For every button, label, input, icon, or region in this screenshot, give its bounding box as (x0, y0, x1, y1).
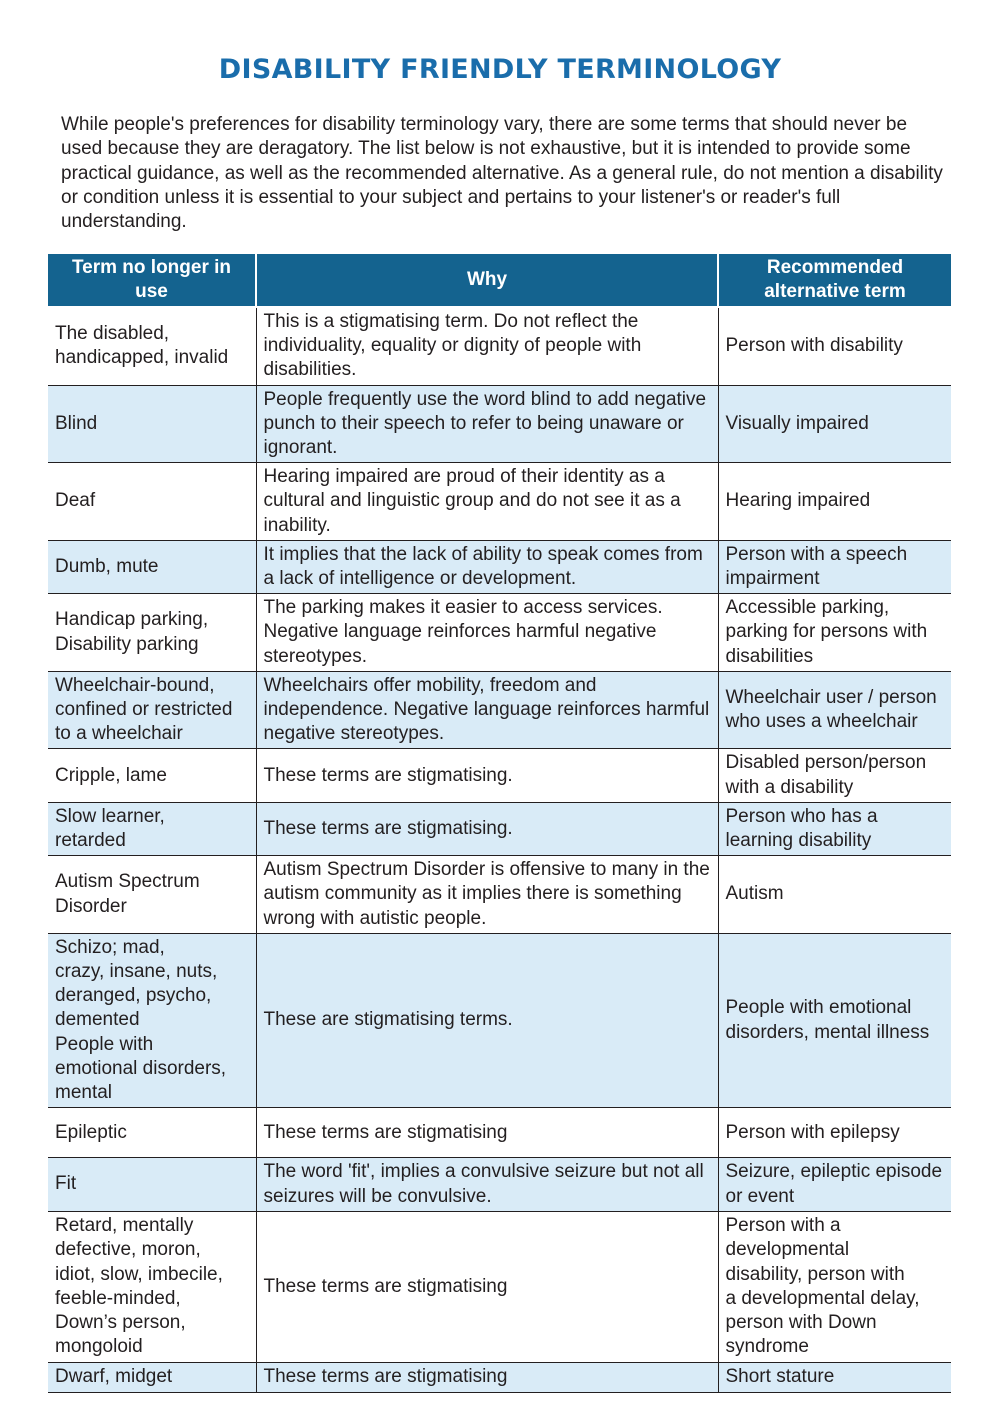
alternative-cell: Seizure, epileptic episode or event (718, 1158, 951, 1211)
header-term: Term no longer in use (48, 254, 256, 307)
alternative-cell: Person with epilepsy (718, 1108, 951, 1158)
why-cell: These are stigmatising terms. (256, 933, 718, 1107)
header-alternative: Recommended alternative term (718, 254, 951, 307)
table-row (48, 463, 951, 541)
alternative-cell: Autism (718, 856, 951, 934)
why-cell: The word 'fit', implies a convulsive seizure but not all seizures will be convulsive. (256, 1158, 718, 1211)
terminology-table (48, 254, 951, 1393)
why-cell: Wheelchairs offer mobility, freedom and independence. Negative language reinforces harmful negative stereotypes. (256, 671, 718, 749)
term-cell: Slow learner, retarded (48, 802, 256, 855)
term-cell: Cripple, lame (48, 749, 256, 802)
alternative-cell: Wheelchair user / person who uses a wheelchair (718, 671, 951, 749)
alternative-cell: Person with a developmental disability, person with a developmental delay, person with Down syndrome (718, 1211, 951, 1362)
why-cell: People frequently use the word blind to add negative punch to their speech to refer to being unaware or ignorant. (256, 385, 718, 463)
table-row (48, 1158, 951, 1211)
term-cell: Autism Spectrum Disorder (48, 856, 256, 934)
table-row (48, 594, 951, 672)
table-row (48, 1211, 951, 1362)
term-cell: The disabled, handicapped, invalid (48, 307, 256, 385)
table-row (48, 1362, 951, 1392)
term-cell: Retard, mentally defective, moron, idiot, slow, imbecile, feeble-minded, Down’s person, mongoloid (48, 1211, 256, 1362)
term-cell: Handicap parking, Disability parking (48, 594, 256, 672)
table-row (48, 540, 951, 593)
alternative-cell: Short stature (718, 1362, 951, 1392)
table-row (48, 856, 951, 934)
why-cell: It implies that the lack of ability to speak comes from a lack of intelligence or development. (256, 540, 718, 593)
table-row (48, 307, 951, 385)
alternative-cell: Accessible parking, parking for persons with disabilities (718, 594, 951, 672)
alternative-cell: People with emotional disorders, mental illness (718, 933, 951, 1107)
intro-paragraph: While people's preferences for disability terminology vary, there are some terms that should never be used because they are deragatory. The list below is not exhaustive, but it is intended to provide some practical guidance, as well as the recommended alternative. As a general rule, do not mention a disability or condition unless it is essential to your subject and pertains to your listener's or reader's full understanding. (61, 114, 943, 233)
alternative-cell: Person with a speech impairment (718, 540, 951, 593)
table-row (48, 933, 951, 1107)
alternative-cell: Person with disability (718, 307, 951, 385)
term-cell: Fit (48, 1158, 256, 1211)
term-cell: Blind (48, 385, 256, 463)
why-cell: The parking makes it easier to access services. Negative language reinforces harmful negative stereotypes. (256, 594, 718, 672)
table-row (48, 802, 951, 855)
term-cell: Schizo; mad, crazy, insane, nuts, deranged, psycho, demented People with emotional disorders, mental (48, 933, 256, 1107)
term-cell: Epileptic (48, 1108, 256, 1158)
why-cell: These terms are stigmatising (256, 1362, 718, 1392)
alternative-cell: Disabled person/person with a disability (718, 749, 951, 802)
why-cell: These terms are stigmatising. (256, 802, 718, 855)
table-row (48, 1108, 951, 1158)
table-header (48, 254, 951, 307)
term-cell: Dwarf, midget (48, 1362, 256, 1392)
why-cell: Hearing impaired are proud of their identity as a cultural and linguistic group and do not see it as a inability. (256, 463, 718, 541)
page-title: DISABILITY FRIENDLY TERMINOLOGY (218, 54, 782, 85)
alternative-cell: Visually impaired (718, 385, 951, 463)
table-body (48, 307, 951, 1392)
alternative-cell: Person who has a learning disability (718, 802, 951, 855)
table-row (48, 749, 951, 802)
why-cell: These terms are stigmatising (256, 1211, 718, 1362)
term-cell: Deaf (48, 463, 256, 541)
why-cell: These terms are stigmatising (256, 1108, 718, 1158)
header-why: Why (256, 254, 718, 307)
why-cell: Autism Spectrum Disorder is offensive to many in the autism community as it implies there is something wrong with autistic people. (256, 856, 718, 934)
header-row (48, 254, 951, 307)
table-row (48, 385, 951, 463)
term-cell: Dumb, mute (48, 540, 256, 593)
why-cell: These terms are stigmatising. (256, 749, 718, 802)
table-row (48, 671, 951, 749)
why-cell: This is a stigmatising term. Do not reflect the individuality, equality or dignity of people with disabilities. (256, 307, 718, 385)
alternative-cell: Hearing impaired (718, 463, 951, 541)
term-cell: Wheelchair-bound, confined or restricted to a wheelchair (48, 671, 256, 749)
